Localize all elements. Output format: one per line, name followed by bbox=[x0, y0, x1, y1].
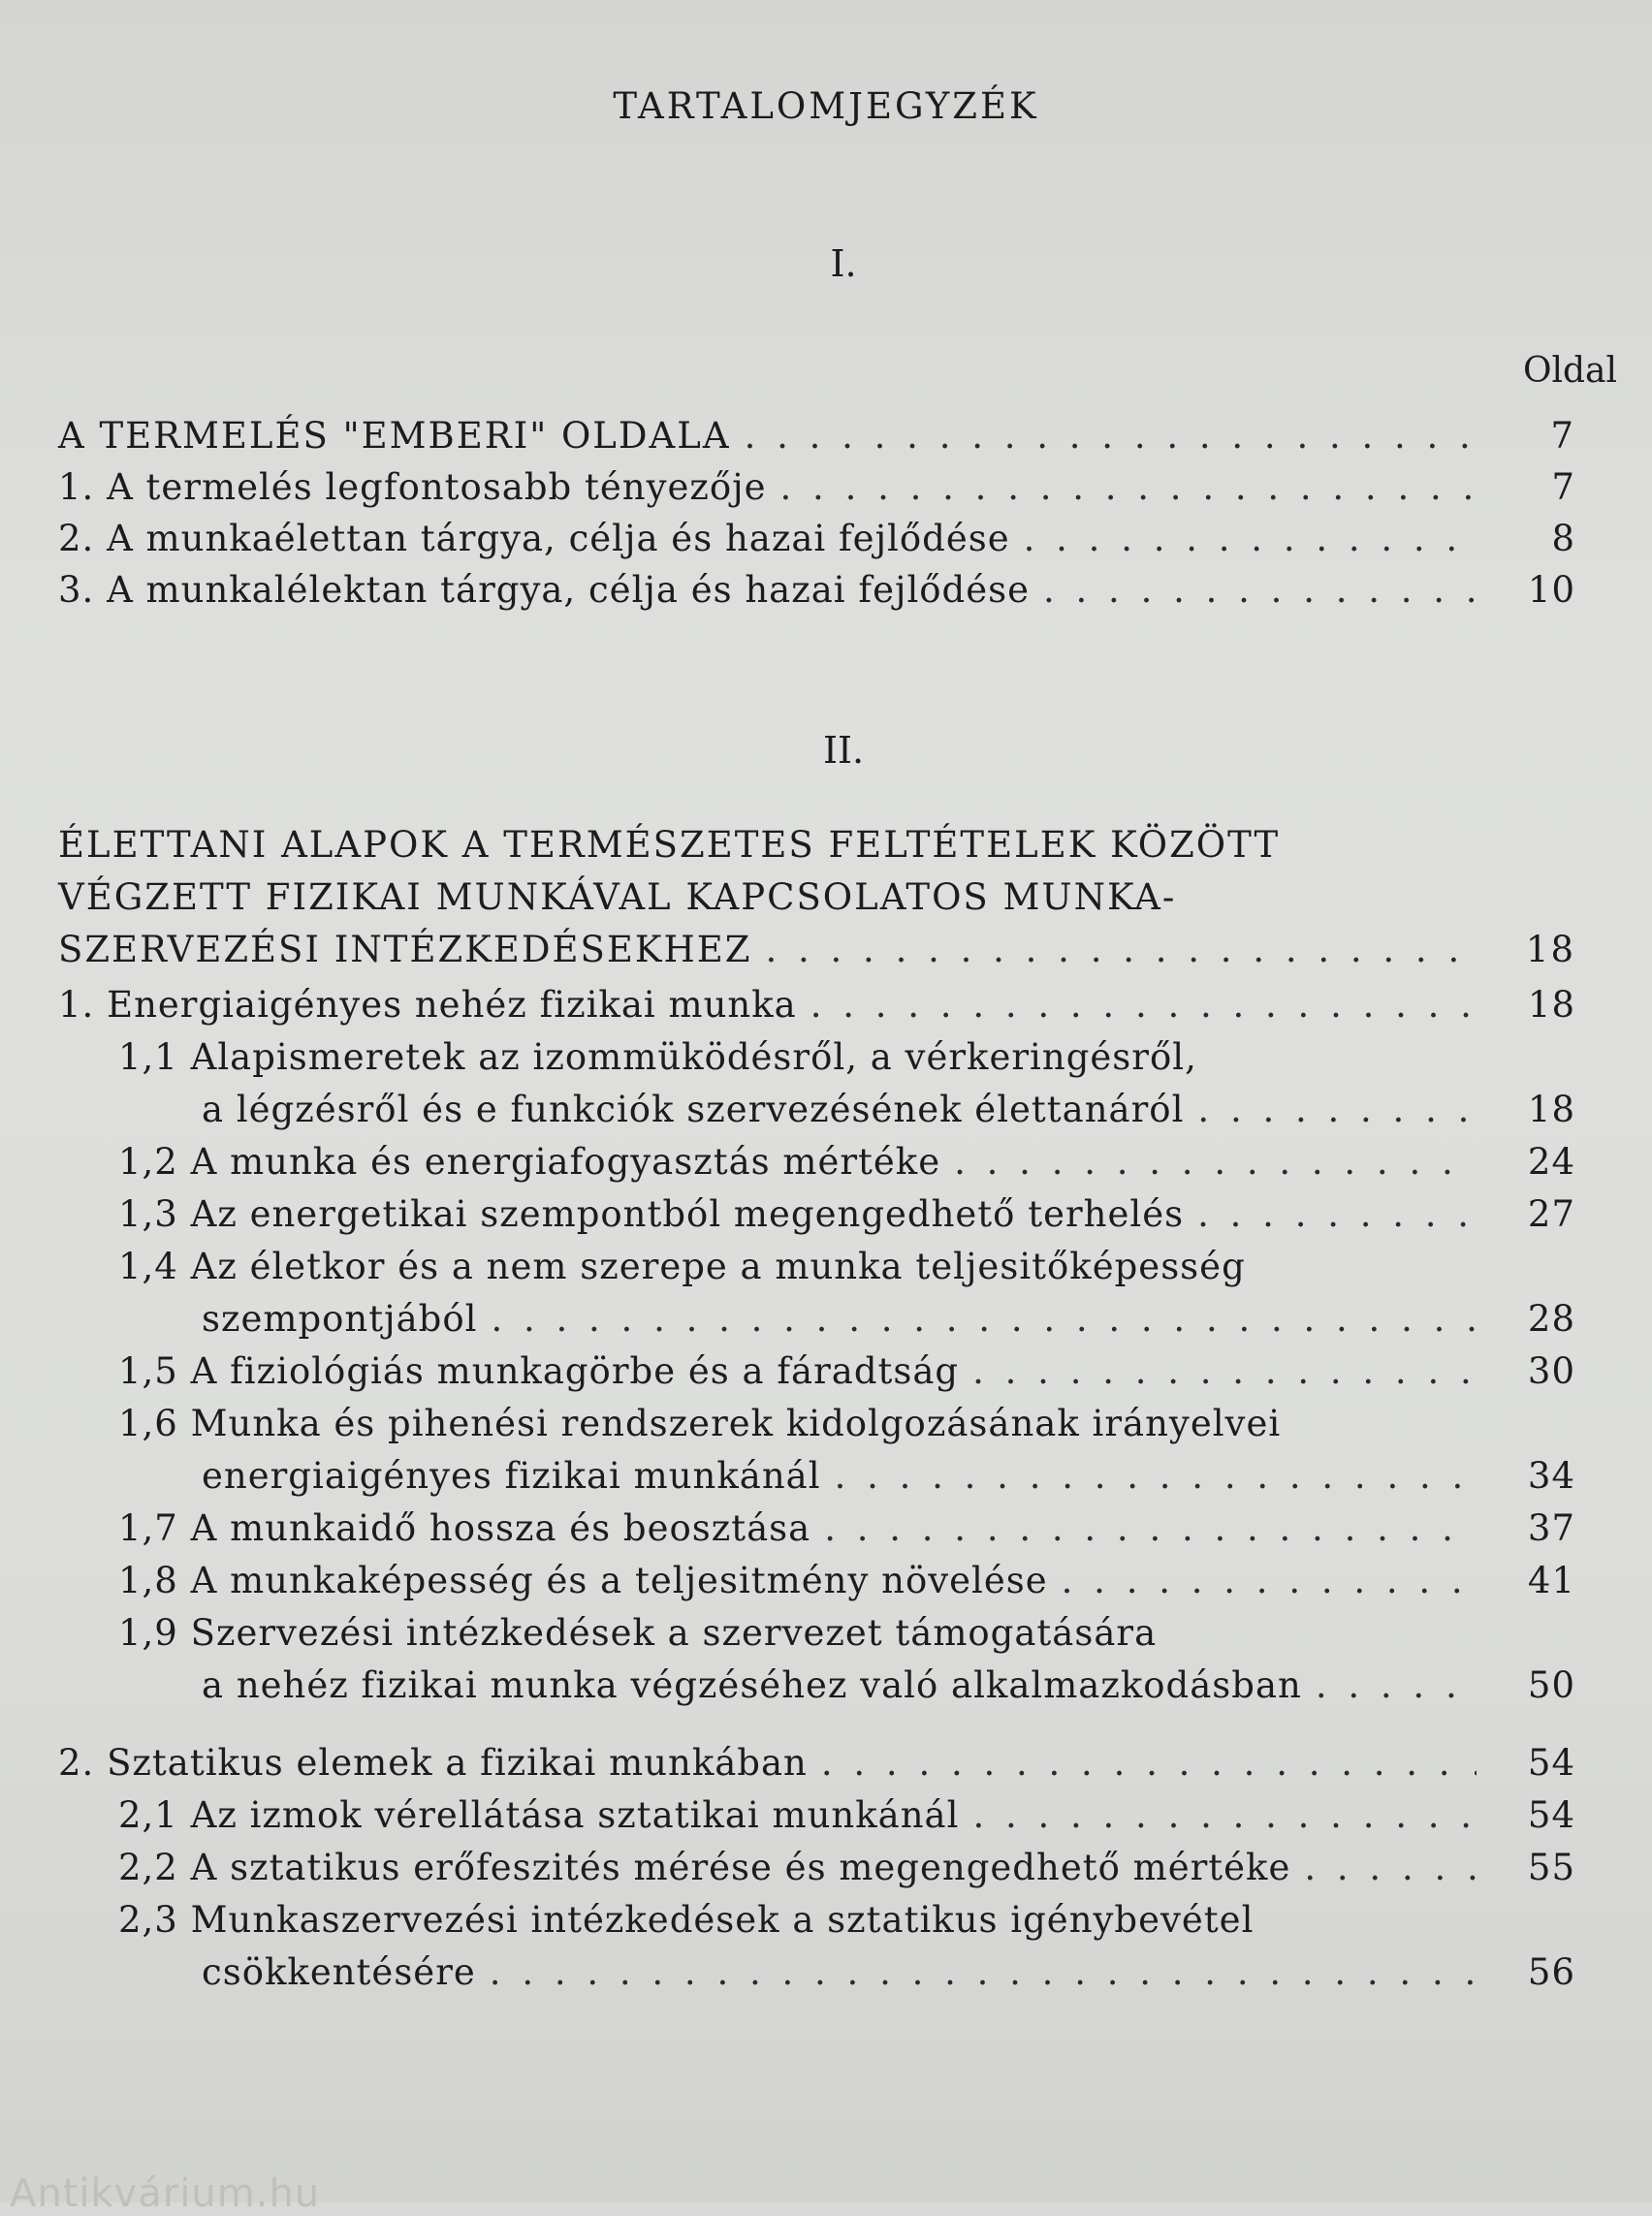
section-2-heading-line: VÉGZETT FIZIKAI MUNKÁVAL KAPCSOLATOS MUNKA- bbox=[58, 876, 1177, 918]
toc-entry: 1,5 A fiziológiás munkagörbe és a fáradtság . . . 30 bbox=[118, 1350, 1575, 1399]
dot-leader bbox=[491, 1298, 1477, 1340]
toc-entry: 1,8 A munkaképesség és a teljesitmény növelése . . . 41 bbox=[118, 1560, 1575, 1608]
dot-leader bbox=[1043, 569, 1477, 611]
dot-leader bbox=[1316, 1664, 1477, 1706]
dot-leader bbox=[490, 1951, 1477, 1993]
toc-entry: 1,3 Az energetikai szempontból megengedhető terhelés . . . 27 bbox=[118, 1193, 1575, 1242]
toc-entry-text: 2. A munkaélettan tárgya, célja és hazai fejlődése bbox=[58, 518, 1010, 559]
toc-entry: 2,1 Az izmok vérellátása sztatikai munkánál . . . 54 bbox=[118, 1794, 1575, 1843]
dot-leader bbox=[1197, 1089, 1477, 1130]
dot-leader bbox=[821, 1742, 1477, 1784]
toc-entry: 1,2 A munka és energiafogyasztás mértéke . . . 24 bbox=[118, 1141, 1575, 1189]
dot-leader bbox=[954, 1141, 1477, 1183]
toc-entry bbox=[58, 569, 1575, 617]
section-2-heading-line: ÉLETTANI ALAPOK A TERMÉSZETES FELTÉTELEK KÖZÖTT bbox=[58, 824, 1281, 866]
section-1-numeral: I. bbox=[830, 242, 857, 285]
toc-entry: 1,1 Alapismeretek az izommüködésről, a vérkeringésről, bbox=[118, 1036, 1197, 1078]
toc-entry: csökkentésére . . . 56 bbox=[202, 1951, 1575, 2000]
toc-entry: a légzésről és e funkciók szervezésének élettanáról . . . 18 bbox=[202, 1089, 1575, 1137]
toc-entry-page: 8 bbox=[1551, 518, 1575, 559]
dot-leader bbox=[835, 1455, 1477, 1497]
watermark: Antikvárium.hu bbox=[10, 2171, 321, 2216]
dot-leader bbox=[972, 1794, 1477, 1836]
toc-entry: 2,2 A sztatikus erőfeszités mérése és megengedhető mértéke . . . 55 bbox=[118, 1847, 1575, 1895]
toc-entry-text: 1. A termelés legfontosabb tényezője bbox=[58, 466, 767, 508]
toc-entry-page: 18 bbox=[1525, 929, 1575, 970]
dot-leader bbox=[824, 1507, 1477, 1549]
dot-leader bbox=[810, 984, 1477, 1026]
dot-leader bbox=[1197, 1193, 1477, 1235]
dot-leader bbox=[1304, 1847, 1477, 1888]
section-2-heading-line: SZERVEZÉSI INTÉZKEDÉSEKHEZ . . . 18 bbox=[58, 929, 1575, 977]
toc-entry: 1. Energiaigényes nehéz fizikai munka . . . 18 bbox=[58, 984, 1575, 1032]
toc-entry: 1,7 A munkaidő hossza és beosztása . . . 37 bbox=[118, 1507, 1575, 1556]
dot-leader bbox=[1024, 518, 1477, 559]
toc-entry: energiaigényes fizikai munkánál . . . 34 bbox=[202, 1455, 1575, 1504]
toc-entry bbox=[58, 466, 1575, 515]
page-column-header: Oldal bbox=[1522, 351, 1617, 391]
toc-entry bbox=[58, 518, 1575, 566]
toc-entry bbox=[58, 415, 1575, 463]
toc-entry-page: 7 bbox=[1551, 466, 1575, 508]
dot-leader bbox=[745, 415, 1477, 457]
toc-entry: 1,4 Az életkor és a nem szerepe a munka teljesitőképesség bbox=[118, 1246, 1246, 1287]
toc-entry-page: 7 bbox=[1550, 415, 1575, 457]
toc-entry-text: A TERMELÉS "EMBERI" OLDALA bbox=[58, 415, 731, 457]
page-title: TARTALOMJEGYZÉK bbox=[613, 85, 1039, 127]
toc-entry-page: 10 bbox=[1527, 569, 1575, 611]
dot-leader bbox=[1062, 1560, 1477, 1601]
toc-entry: szempontjából . . . 28 bbox=[202, 1298, 1575, 1346]
dot-leader bbox=[780, 466, 1477, 508]
toc-entry: 2. Sztatikus elemek a fizikai munkában . . . 54 bbox=[58, 1742, 1575, 1790]
toc-entry-text: 3. A munkalélektan tárgya, célja és hazai fejlődése bbox=[58, 569, 1031, 611]
toc-entry: 1,6 Munka és pihenési rendszerek kidolgozásának irányelvei bbox=[118, 1403, 1282, 1444]
toc-entry: a nehéz fizikai munka végzéséhez való alkalmazkodásban . . . 50 bbox=[202, 1664, 1575, 1713]
dot-leader bbox=[765, 929, 1477, 970]
dot-leader bbox=[972, 1350, 1477, 1392]
toc-entry: 1,9 Szervezési intézkedések a szervezet támogatására bbox=[118, 1612, 1158, 1654]
section-2-numeral: II. bbox=[822, 729, 865, 772]
toc-entry: 2,3 Munkaszervezési intézkedések a sztatikus igénybevétel bbox=[118, 1899, 1255, 1941]
